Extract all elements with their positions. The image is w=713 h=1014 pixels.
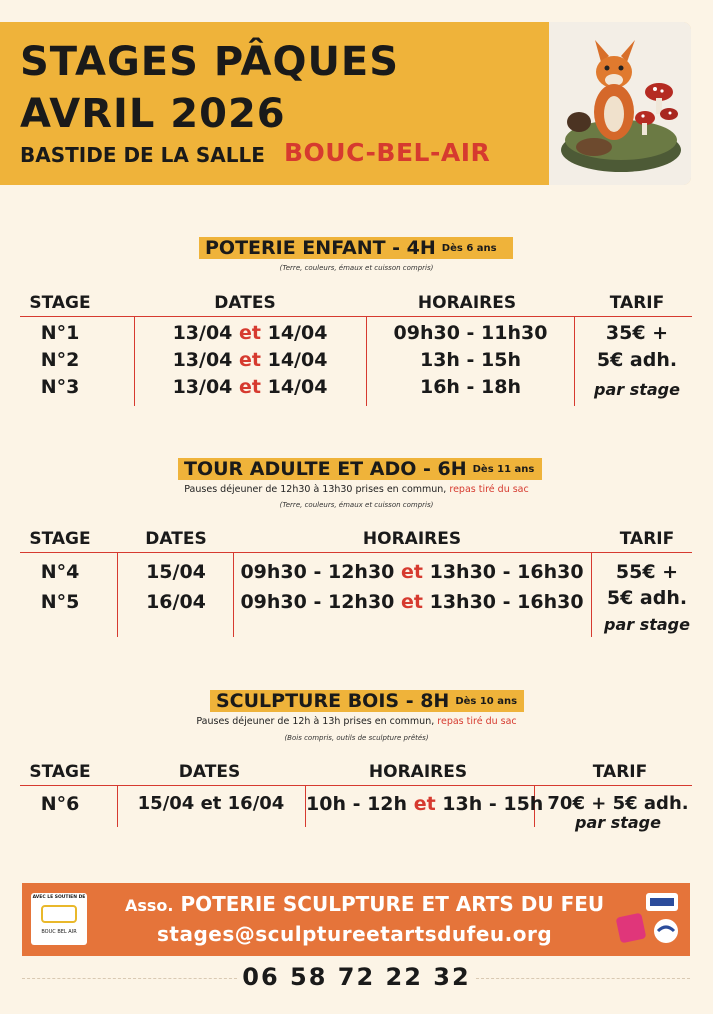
association-name: Asso. POTERIE SCULPTURE ET ARTS DU FEU — [125, 892, 605, 916]
col-price: TARIF — [619, 529, 675, 549]
age-badge: Dès 10 ans — [455, 696, 518, 707]
table-divider — [20, 316, 692, 317]
stage-hours: 09h30 - 12h30 et 13h30 - 16h30 — [240, 561, 584, 583]
section-title-tour-adulte: TOUR ADULTE ET ADO - 6H Dès 11 ans — [178, 458, 542, 480]
stage-hours: 13h - 15h — [419, 349, 522, 371]
price-per: par stage — [594, 380, 680, 399]
col-hours: HORAIRES — [368, 762, 468, 782]
col-hours: HORAIRES — [362, 529, 462, 549]
ceramic-fox-photo — [549, 22, 691, 185]
table-divider — [20, 785, 692, 786]
column-divider — [574, 316, 575, 406]
section-note: (Terre, couleurs, émaux et cuisson compris) — [279, 264, 434, 272]
col-stage: STAGE — [29, 293, 91, 313]
stage-number: N°6 — [40, 793, 80, 815]
section-note-lunch: Pauses déjeuner de 12h à 13h prises en commun, repas tiré du sac — [196, 716, 517, 727]
col-hours: HORAIRES — [417, 293, 517, 313]
page-subtitle: AVRIL 2026 — [20, 91, 286, 137]
age-badge: Dès 11 ans — [472, 464, 535, 475]
age-badge: Dès 6 ans — [441, 243, 497, 254]
stage-hours: 09h30 - 11h30 — [393, 322, 548, 344]
stage-hours: 09h30 - 12h30 et 13h30 - 16h30 — [240, 591, 584, 613]
stage-dates: 13/04 et 14/04 — [172, 349, 328, 371]
stage-number: N°4 — [40, 561, 80, 583]
stage-dates: 15/04 — [146, 561, 206, 583]
col-stage: STAGE — [29, 529, 91, 549]
partner-logos — [612, 893, 684, 947]
section-title-poterie-enfant: POTERIE ENFANT - 4H Dès 6 ans — [199, 237, 513, 259]
price-per: par stage — [575, 813, 661, 832]
stage-hours: 10h - 12h et 13h - 15h — [306, 793, 544, 815]
footer-banner — [22, 883, 690, 956]
price-main: 55€ + — [615, 561, 679, 583]
col-price: TARIF — [592, 762, 648, 782]
stage-number: N°5 — [40, 591, 80, 613]
price-per: par stage — [604, 615, 690, 634]
stage-number: N°3 — [40, 376, 80, 398]
stage-number: N°2 — [40, 349, 80, 371]
page-title: STAGES PÂQUES — [20, 39, 400, 85]
col-dates: DATES — [145, 529, 207, 549]
venue-name: BASTIDE DE LA SALLE — [20, 143, 265, 167]
venue-city: BOUC-BEL-AIR — [284, 138, 491, 167]
contact-phone[interactable]: 06 58 72 22 32 — [242, 963, 471, 991]
section-note-lunch: Pauses déjeuner de 12h30 à 13h30 prises en commun, repas tiré du sac — [184, 484, 529, 495]
price-membership: 5€ adh. — [596, 349, 678, 371]
price-main: 35€ + — [605, 322, 669, 344]
col-stage: STAGE — [29, 762, 91, 782]
stage-dates: 13/04 et 14/04 — [172, 376, 328, 398]
price-main: 70€ + 5€ adh. — [547, 793, 689, 814]
section-note: (Bois compris, outils de sculpture prêtés) — [284, 734, 429, 742]
col-dates: DATES — [214, 293, 276, 313]
stage-hours: 16h - 18h — [419, 376, 522, 398]
bouc-bel-air-logo: AVEC LE SOUTIEN DE BOUC BEL AIR — [31, 893, 87, 945]
header-banner — [0, 22, 691, 185]
col-dates: DATES — [178, 762, 241, 782]
stage-dates: 15/04 et 16/04 — [137, 793, 285, 814]
price-membership: 5€ adh. — [606, 587, 688, 609]
stage-number: N°1 — [40, 322, 80, 344]
stage-dates: 16/04 — [146, 591, 206, 613]
section-note: (Terre, couleurs, émaux et cuisson compris) — [279, 501, 434, 509]
stage-dates: 13/04 et 14/04 — [172, 322, 328, 344]
section-title-sculpture-bois: SCULPTURE BOIS - 8H Dès 10 ans — [210, 690, 524, 712]
col-price: TARIF — [609, 293, 665, 313]
contact-email[interactable]: stages@sculptureetartsdufeu.org — [157, 922, 553, 946]
